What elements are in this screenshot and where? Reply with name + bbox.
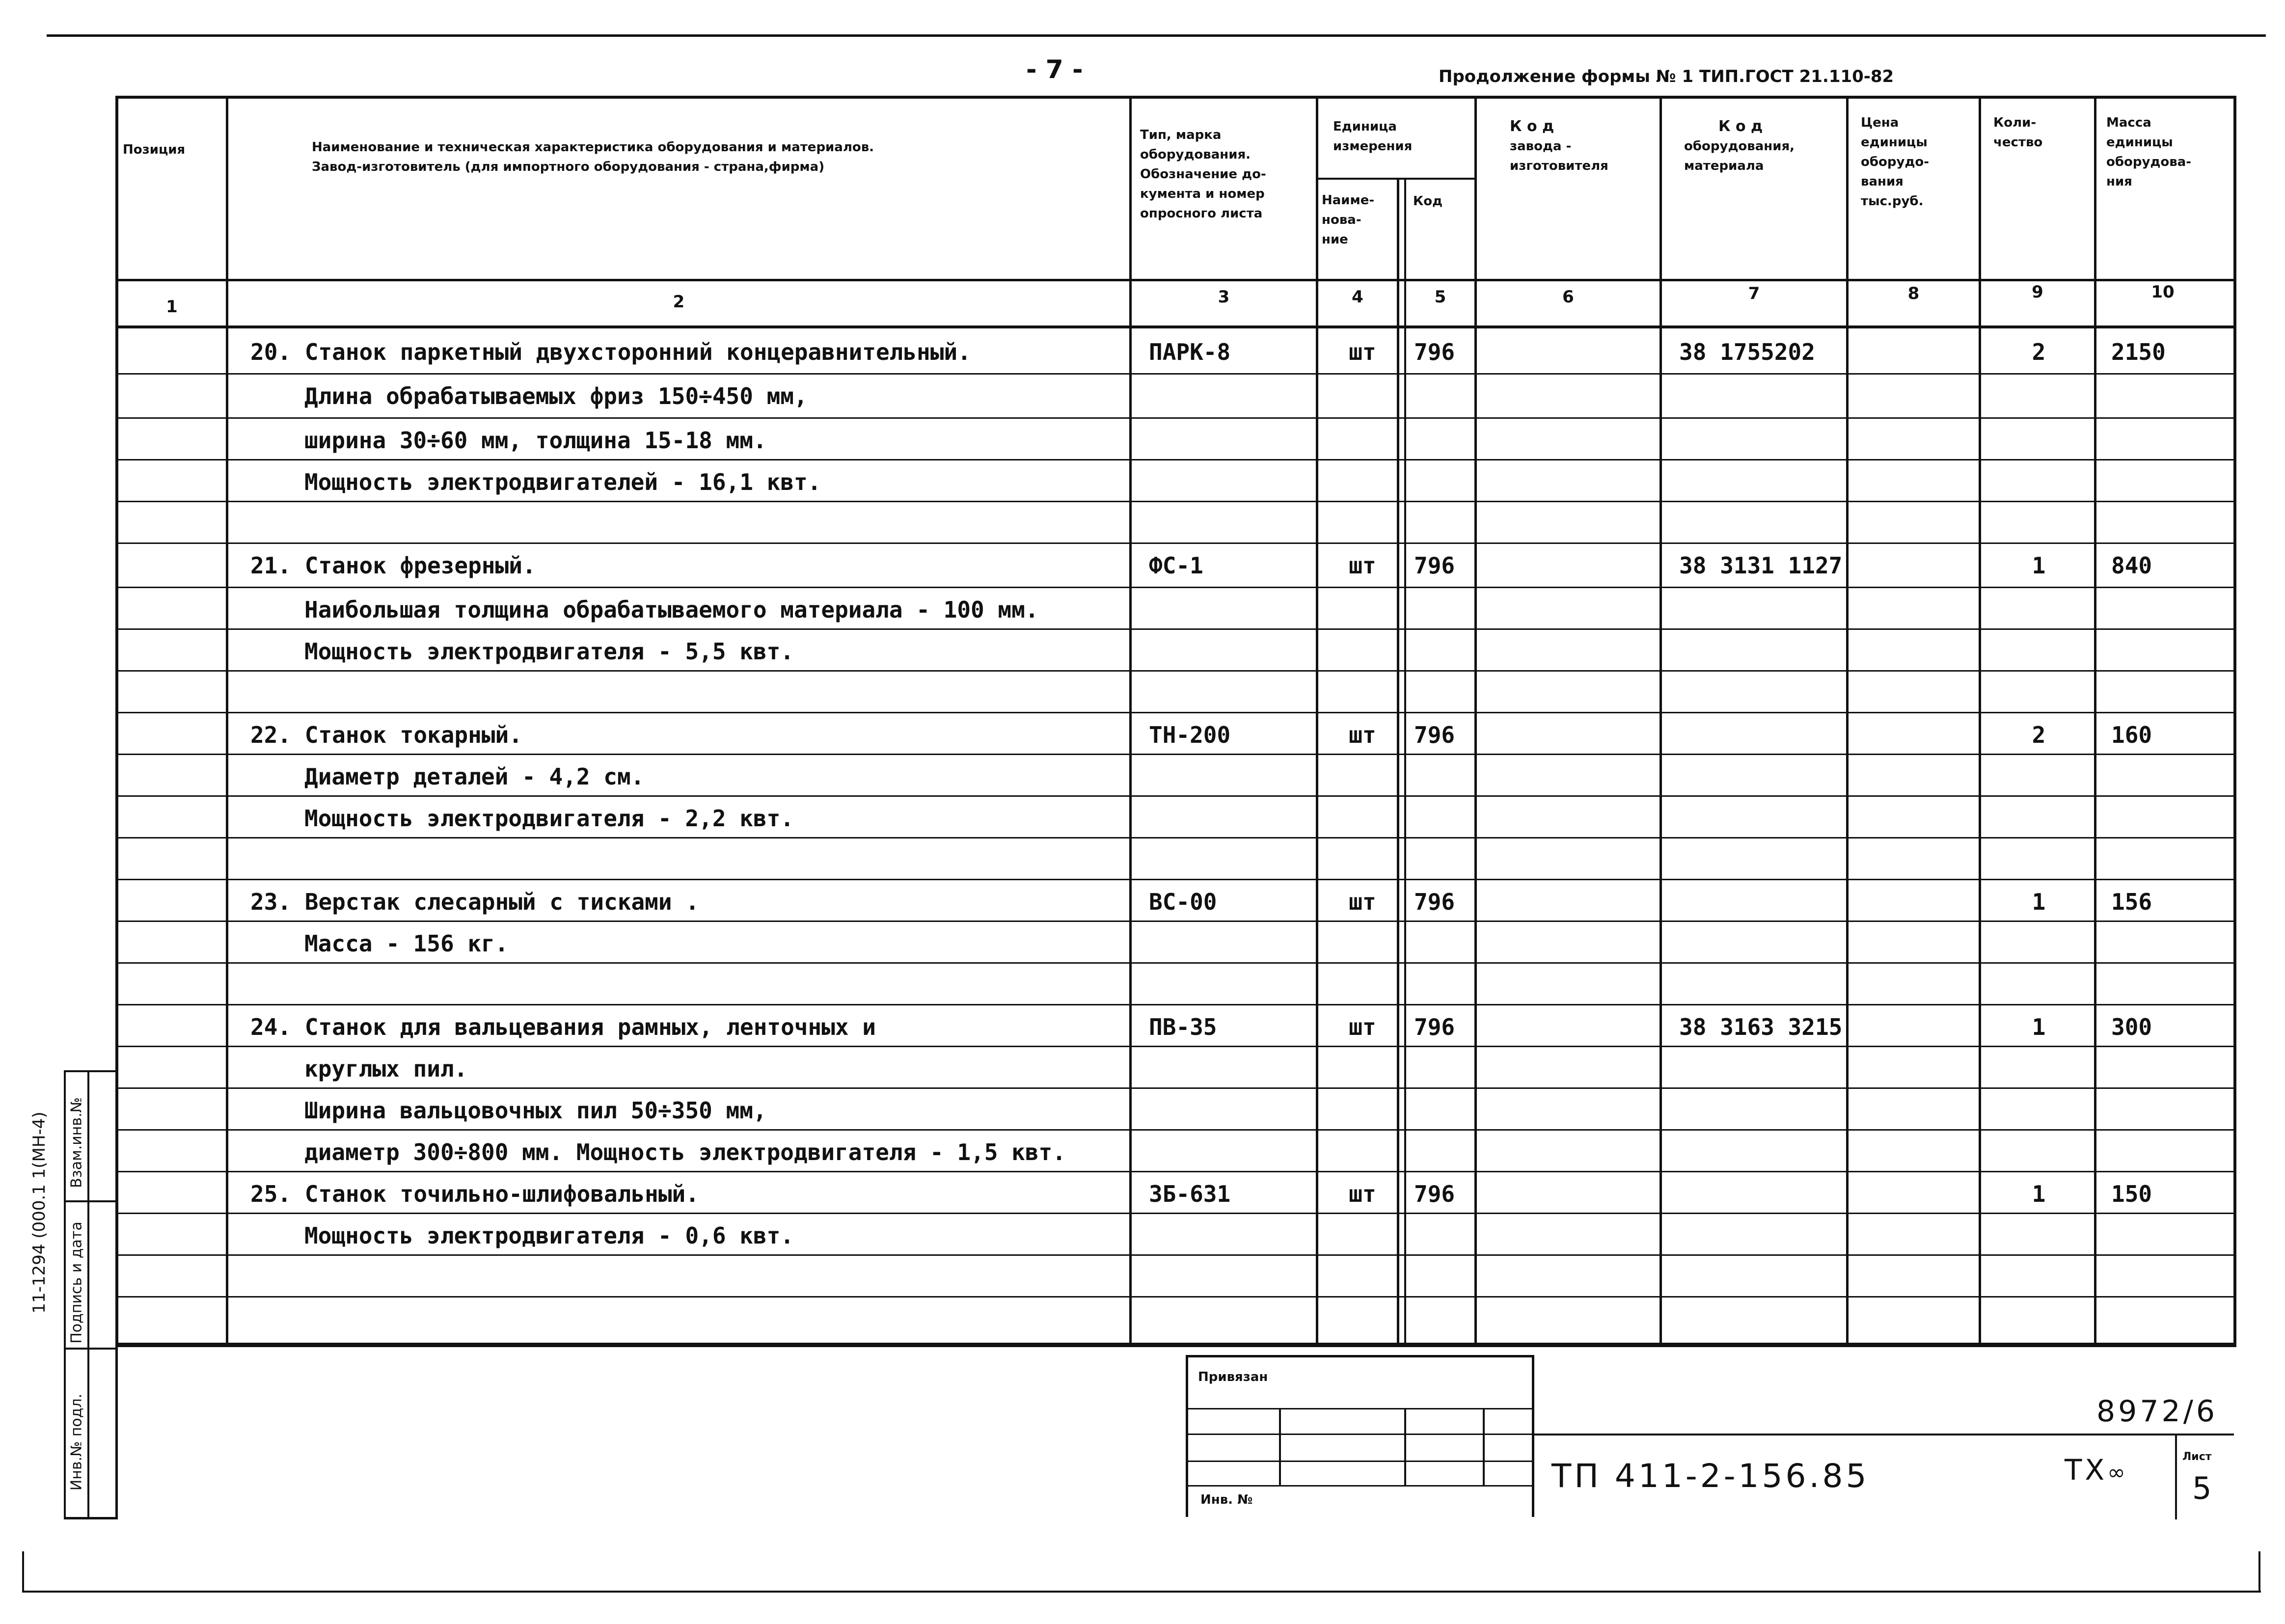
row-name: Длина обрабатываемых фриз 150÷450 мм, [304,383,808,409]
col-number-3: 3 [1218,287,1230,307]
sheet-label: Лист [2182,1451,2212,1463]
row-divider [115,879,2236,880]
row-divider [115,1254,2236,1256]
row-name: Диаметр деталей - 4,2 см. [304,763,645,790]
row-divider [115,1296,2236,1298]
row-divider [115,1343,2236,1344]
document-suffix: ТХ∞ [2065,1453,2128,1487]
row-name: 24. Станок для вальцевания рамных, ленточных и [250,1014,876,1040]
album-number: 8972/6 [2096,1394,2218,1429]
row-name: Наибольшая толщина обрабатываемого материала - 100 мм. [304,596,1039,623]
header-material-code: К о д оборудования, материала [1684,118,1795,173]
col-number-10: 10 [2151,282,2175,302]
row-divider [115,628,2236,630]
replacement-inventory-label: Взам.инв.№ [68,1097,85,1188]
row-divider [115,1171,2236,1172]
header-unit: Единица измерения [1333,119,1413,154]
row-unit: шт [1349,339,1376,365]
row-mat-code: 38 1755202 [1679,339,1815,365]
row-divider [115,670,2236,672]
row-type: ПВ-35 [1149,1014,1217,1040]
row-divider [115,1213,2236,1214]
row-mass: 2150 [2111,339,2166,365]
row-unit: шт [1349,552,1376,579]
col-number-1: 1 [166,297,178,317]
col-number-8: 8 [1907,284,1920,303]
row-type: ВС-00 [1149,889,1217,915]
row-mass: 160 [2111,722,2152,748]
row-name: Мощность электродвигателей - 16,1 квт. [304,469,821,495]
attached-label: Привязан [1198,1370,1268,1384]
row-divider [115,754,2236,755]
col-number-7: 7 [1748,284,1760,303]
row-qty: 2 [2032,722,2046,748]
row-mass: 300 [2111,1014,2152,1040]
row-name: 25. Станок точильно-шлифовальный. [250,1181,699,1207]
row-mass: 156 [2111,889,2152,915]
row-mass: 840 [2111,552,2152,579]
row-qty: 1 [2032,552,2046,579]
row-divider [115,962,2236,964]
page-number: - 7 - [1026,55,1083,84]
header-name-line2: Завод-изготовитель (для импортного оборудования - страна,фирма) [312,160,825,174]
signature-date-label: Подпись и дата [68,1221,85,1344]
row-divider [115,1129,2236,1131]
header-mass: Масса единицы оборудова- ния [2106,115,2192,189]
header-type: Тип, марка оборудования. Обозначение до- кумента и номер опросного листа [1140,128,1266,221]
handwritten-annotation: 11-1294 (000.1 1(МН-4) [29,1111,49,1314]
col-number-9: 9 [2032,282,2043,302]
row-divider [115,501,2236,502]
row-name: Масса - 156 кг. [304,930,509,957]
row-code: 796 [1414,339,1455,365]
document-code: ТП 411-2-156.85 [1551,1457,1870,1495]
form-reference: Продолжение формы № 1 ТИП.ГОСТ 21.110-82 [1439,67,1894,86]
row-name: круглых пил. [304,1056,468,1082]
row-divider [115,1004,2236,1005]
row-unit: шт [1349,1181,1376,1207]
col-number-5: 5 [1434,287,1446,307]
row-unit: шт [1349,722,1376,748]
header-unit-name: Наиме- нова- ние [1322,193,1375,247]
row-unit: шт [1349,1014,1376,1040]
col-number-2: 2 [673,292,685,312]
sheet-number: 5 [2192,1470,2215,1506]
row-qty: 1 [2032,1014,2046,1040]
row-name: ширина 30÷60 мм, толщина 15-18 мм. [304,427,767,454]
row-code: 796 [1414,1181,1455,1207]
row-divider [115,712,2236,713]
row-name: 22. Станок токарный. [250,722,522,748]
original-inventory-label: Инв.№ подл. [68,1393,85,1491]
row-type: 3Б-631 [1149,1181,1231,1207]
row-name: Мощность электродвигателя - 5,5 квт. [304,638,794,665]
header-position: Позиция [123,142,186,157]
row-type: ПАРК-8 [1149,339,1231,365]
col-number-6: 6 [1562,287,1574,307]
header-unit-code: Код [1413,194,1443,209]
header-factory-code: К о д завода - изготовителя [1510,118,1608,173]
row-name: 23. Верстак слесарный с тисками . [250,889,699,915]
row-qty: 1 [2032,1181,2046,1207]
row-name: Мощность электродвигателя - 0,6 квт. [304,1222,794,1249]
row-divider [115,459,2236,460]
row-divider [115,1046,2236,1047]
row-divider [115,373,2236,375]
row-code: 796 [1414,552,1455,579]
row-qty: 2 [2032,339,2046,365]
row-mat-code: 38 3163 3215 [1679,1014,1843,1040]
row-unit: шт [1349,889,1376,915]
row-name: Мощность электродвигателя - 2,2 квт. [304,805,794,832]
header-quantity: Коли- чество [1993,115,2043,150]
row-type: ФС-1 [1149,552,1203,579]
row-name: 20. Станок паркетный двухсторонний концеравнительный. [250,339,971,365]
row-code: 796 [1414,722,1455,748]
row-name: 21. Станок фрезерный. [250,552,536,579]
row-code: 796 [1414,889,1455,915]
row-type: ТН-200 [1149,722,1231,748]
row-divider [115,837,2236,839]
col-number-4: 4 [1352,287,1363,307]
row-mat-code: 38 3131 1127 [1679,552,1843,579]
row-divider [115,920,2236,922]
row-divider [115,542,2236,544]
row-qty: 1 [2032,889,2046,915]
row-divider [115,1087,2236,1089]
row-divider [115,587,2236,588]
row-divider [115,795,2236,797]
header-name-line1: Наименование и техническая характеристика оборудования и материалов. [312,140,874,155]
row-mass: 150 [2111,1181,2152,1207]
row-code: 796 [1414,1014,1455,1040]
row-name: диаметр 300÷800 мм. Мощность электродвигателя - 1,5 квт. [304,1139,1066,1165]
inventory-number-label: Инв. № [1200,1492,1253,1507]
row-name: Ширина вальцовочных пил 50÷350 мм, [304,1097,767,1124]
row-divider [115,417,2236,419]
header-price: Цена единицы оборудо- вания тыс.руб. [1861,115,1930,209]
